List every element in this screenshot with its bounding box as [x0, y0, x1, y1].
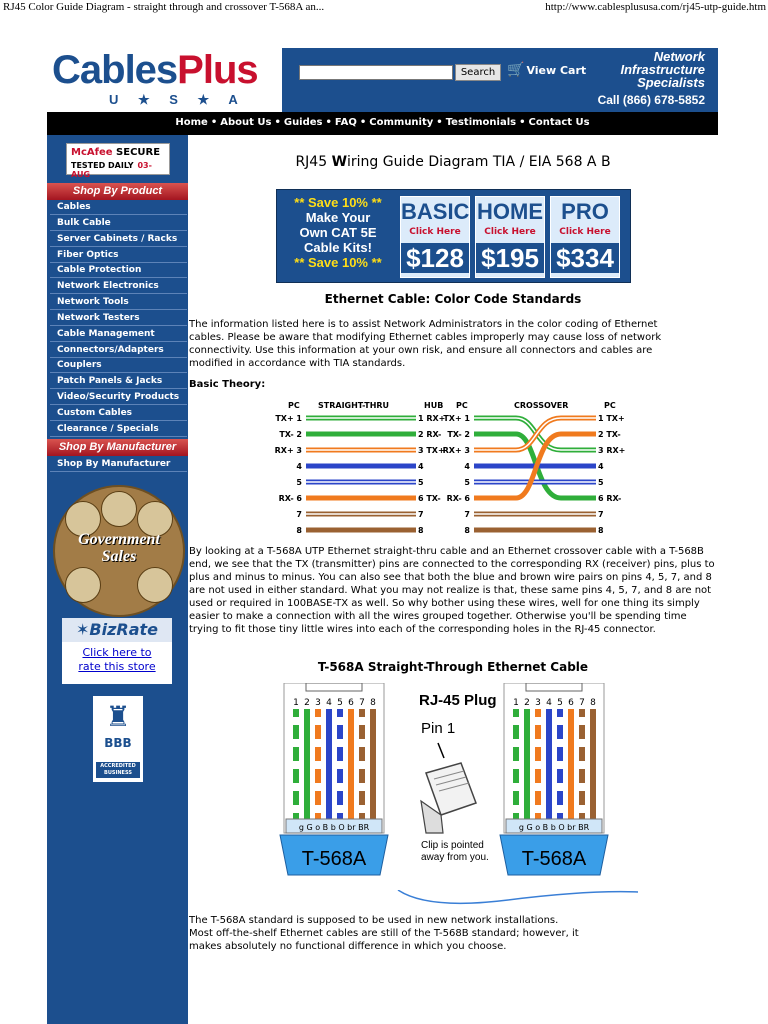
pc-label-2: PC	[456, 401, 468, 410]
wire-stripe	[557, 805, 563, 813]
pin-number: 3	[535, 698, 541, 708]
sidebar-item-patch-panels[interactable]: Patch Panels & Jacks	[50, 374, 187, 389]
sidebar-item-clearance[interactable]: Clearance / Specials	[50, 422, 187, 437]
pc-label-3: PC	[604, 401, 616, 410]
pin-label-hub: 3 TX+	[418, 446, 445, 455]
plug-wire	[326, 709, 332, 821]
wiring-diagram	[266, 398, 636, 538]
wire-stripe	[535, 739, 541, 747]
wire-stripe	[557, 783, 563, 791]
pin-label-left-2: 5	[464, 478, 470, 487]
view-cart-label: View Cart	[526, 64, 587, 77]
logo-usa: U ★ S ★ A	[109, 92, 246, 107]
pin-label-hub: 1 RX+	[418, 414, 446, 423]
sidebar-item-network-electronics[interactable]: Network Electronics	[50, 279, 187, 294]
pin-label-pc: 5	[598, 478, 604, 487]
plug-wire	[524, 709, 530, 821]
search-button[interactable]: Search	[455, 64, 501, 81]
print-title: RJ45 Color Guide Diagram - straight through and crossover T-568A an...	[3, 1, 325, 13]
plug-clip	[306, 683, 362, 691]
pin-label-left-2: 7	[464, 510, 470, 519]
wire-stripe	[535, 783, 541, 791]
nav-home[interactable]: Home	[175, 117, 208, 128]
kit-price: $334	[551, 243, 619, 273]
government-sales-text	[55, 531, 183, 565]
bizrate-box	[62, 618, 172, 684]
pin-label-hub: 8	[418, 526, 424, 535]
kit-home[interactable]	[475, 196, 545, 278]
theory-paragraph: By looking at a T-568A UTP Ethernet straight-thru cable and an Ethernet crossover cable with a T-568B end, we see that the TX (transmitter) pins are connected to the corresponding RX (receiver) pins, plus to plus and minus to minus. You can also see that both the blue and brown wire pairs on pins 4, 5, 7, and 8 are not used in either standard. What you may not realize is that, these same pins 4, 5, 7, and 8 are not used or required in 100BASE-TX as well. So why bother using these wires, well for one thing its simply easier to make a connection with all the wires grouped together. Otherwise you'll be spending time trying to fit those tiny little wires into each of the corresponding holes in the RJ-45 connector.	[189, 546, 715, 635]
shop-by-product-header: Shop By Product	[47, 183, 188, 200]
mcafee-tested	[71, 161, 169, 179]
sidebar-item-cable-management[interactable]: Cable Management	[50, 327, 187, 342]
pin-number: 7	[579, 698, 585, 708]
pin-label-left-2: RX- 6	[446, 494, 470, 503]
rate-link-line-2: rate this store	[78, 660, 156, 673]
sidebar-item-custom-cables[interactable]: Custom Cables	[50, 406, 187, 421]
bizrate-label: BizRate	[89, 620, 158, 639]
main-content	[188, 135, 718, 1024]
plug-wire	[348, 709, 354, 821]
site-header	[47, 40, 718, 112]
mcafee-tested-label: TESTED DAILY	[71, 161, 134, 170]
nav-sep: •	[274, 117, 281, 128]
sidebar-item-couplers[interactable]: Couplers	[50, 358, 187, 373]
wire-stripe	[315, 739, 321, 747]
wire-stripe	[337, 805, 343, 813]
banner-save-1: ** Save 10% **	[294, 195, 382, 210]
pin-label-pc: 7	[598, 510, 604, 519]
wire-stripe	[579, 805, 585, 813]
seal-icon	[101, 491, 137, 527]
wire-stripe	[535, 761, 541, 769]
kit-name: BASIC	[401, 199, 470, 224]
pin-label-left-2: TX+ 1	[443, 414, 470, 423]
sidebar-item-network-tools[interactable]: Network Tools	[50, 295, 187, 310]
t568a-paragraph: The T-568A standard is supposed to be used in new network installations. Most off-the-shelf Ethernet cables are still of the T-568B standard; however, it makes absolutely no functional difference in which you choose.	[189, 915, 579, 952]
wire-stripe	[579, 739, 585, 747]
cable-kits-banner[interactable]	[276, 189, 631, 283]
bizrate-logo[interactable]: ✶BizRate	[62, 618, 172, 642]
wire-stripe	[579, 761, 585, 769]
mcafee-badge[interactable]	[66, 143, 170, 179]
header-panel	[282, 48, 718, 112]
sidebar-item-manufacturer[interactable]: Shop By Manufacturer	[50, 457, 187, 472]
pin-number: 4	[326, 698, 332, 708]
wire-stripe	[359, 783, 365, 791]
wire-stripe	[337, 717, 343, 725]
basic-theory-heading: Basic Theory:	[189, 379, 266, 390]
pin-label-hub: 6 TX-	[418, 494, 441, 503]
wire-stripe	[535, 717, 541, 725]
pin-label-pc: 1 TX+	[598, 414, 625, 423]
wire-stripe	[513, 783, 519, 791]
logo-plus: Plus	[177, 48, 258, 92]
tagline	[620, 50, 705, 89]
kit-price: $195	[476, 243, 544, 273]
sidebar-item-fiber-optics[interactable]: Fiber Optics	[50, 248, 187, 263]
pin-label-left-2: 8	[464, 526, 470, 535]
wire-stripe	[293, 783, 299, 791]
gov-line-2: Sales	[101, 548, 137, 565]
sidebar	[47, 135, 188, 1024]
tagline-line-3: Specialists	[637, 75, 705, 90]
pin-label-left: TX+ 1	[275, 414, 302, 423]
wire-stripe	[359, 761, 365, 769]
sidebar-item-server-cabinets[interactable]: Server Cabinets / Racks	[50, 232, 187, 247]
nav-sep: •	[210, 117, 218, 128]
sidebar-item-cables[interactable]: Cables	[50, 200, 187, 215]
wire-group	[275, 414, 626, 535]
tagline-line-2: Infrastructure	[620, 62, 705, 77]
sidebar-item-network-testers[interactable]: Network Testers	[50, 311, 187, 326]
pin-label-left: 8	[296, 526, 302, 535]
pin-number: 8	[370, 698, 376, 708]
pin-label-pc: 4	[598, 462, 604, 471]
pin-number: 1	[513, 698, 519, 708]
nav-faq[interactable]: FAQ	[334, 117, 357, 128]
nav-sep: •	[436, 117, 443, 128]
nav-sep: •	[359, 117, 367, 128]
title-pre: RJ45	[295, 154, 332, 170]
mcafee-brand: McAfee	[71, 147, 113, 158]
sidebar-item-video-security[interactable]: Video/Security Products	[50, 390, 187, 405]
section-color-code-title: Ethernet Cable: Color Code Standards	[324, 292, 582, 306]
shop-by-manufacturer-header: Shop By Manufacturer	[47, 439, 188, 456]
kit-basic[interactable]	[400, 196, 470, 278]
pin-label-pc: 8	[598, 526, 604, 535]
seal-icon	[137, 567, 173, 603]
crossover-label: CROSSOVER	[514, 401, 569, 410]
rate-store-link[interactable]	[62, 646, 172, 674]
seal-icon	[65, 567, 101, 603]
wire-stripe	[579, 783, 585, 791]
kit-pro[interactable]	[550, 196, 620, 278]
pin-label-hub: 2 RX-	[418, 430, 442, 439]
plug-wire	[568, 709, 574, 821]
pin-label-pc: 2 TX-	[598, 430, 621, 439]
nav-sep: •	[325, 117, 332, 128]
t568a-diagram	[276, 683, 616, 883]
page-title	[188, 154, 718, 170]
nav-testimonials[interactable]: Testimonials	[445, 117, 517, 128]
plug-wire	[304, 709, 310, 821]
cart-icon: 🛒	[507, 62, 525, 78]
bbb-torch-icon: ♜	[105, 700, 131, 733]
wire-stripe	[513, 717, 519, 725]
view-cart-link[interactable]	[507, 62, 586, 78]
wire-stripe	[315, 783, 321, 791]
wire-stripe	[293, 739, 299, 747]
banner-promo	[282, 195, 394, 270]
kit-click: Click Here	[409, 227, 461, 237]
kit-name: HOME	[477, 199, 543, 224]
kit-click: Click Here	[559, 227, 611, 237]
government-sales-badge[interactable]	[53, 485, 185, 617]
pin-label-left: 7	[296, 510, 302, 519]
pin-codes: g G o B b O br BR	[298, 823, 370, 832]
logo-cables: Cables	[52, 48, 178, 92]
pin-codes: g G o B b O br BR	[518, 823, 590, 832]
wire-stripe	[535, 805, 541, 813]
wire-stripe	[337, 761, 343, 769]
t568a-label: T-568A	[521, 848, 587, 870]
mcafee-secure: SECURE	[116, 147, 161, 158]
nav-contact[interactable]: Contact Us	[528, 117, 590, 128]
pin-number: 6	[348, 698, 354, 708]
pin-label-hub: 5	[418, 478, 424, 487]
sidebar-item-connectors[interactable]: Connectors/Adapters	[50, 343, 187, 358]
clip-note-1: Clip is pointed	[421, 840, 484, 851]
intro-paragraph: The information listed here is to assist Network Administrators in the color coding of Ethernet cables. Please be aware that modifying Ethernet cables improperly may cause loss of network connectivity. Use this information at your own risk, and ensure all connectors and cables are modified in accordance with TIA standards.	[189, 319, 662, 369]
plug-wire	[590, 709, 596, 821]
sidebar-item-cable-protection[interactable]: Cable Protection	[50, 263, 187, 278]
bbb-label: BBB	[104, 736, 132, 750]
pin-label-left: RX- 6	[278, 494, 302, 503]
wire-stripe	[293, 761, 299, 769]
nav-community[interactable]: Community	[369, 117, 434, 128]
search-input[interactable]	[299, 65, 453, 80]
t568a-label: T-568A	[301, 848, 367, 870]
pin-label-left-2: RX+ 3	[442, 446, 470, 455]
clip-note-2: away from you.	[421, 852, 489, 863]
print-header	[0, 0, 768, 16]
pin-number: 8	[590, 698, 596, 708]
site-logo[interactable]	[52, 48, 258, 93]
wire-stripe	[293, 805, 299, 813]
wire-stripe	[315, 805, 321, 813]
pin-label-left: 4	[296, 462, 302, 471]
pin-label-pc: 3 RX+	[598, 446, 626, 455]
pin-label-left-2: 4	[464, 462, 470, 471]
pin-number: 3	[315, 698, 321, 708]
wire-stripe	[557, 761, 563, 769]
top-nav	[47, 112, 718, 135]
kit-click: Click Here	[484, 227, 536, 237]
phone-number: Call (866) 678-5852	[597, 93, 705, 107]
wire-stripe	[337, 783, 343, 791]
banner-make-1: Make Your	[305, 210, 371, 225]
straight-label: STRAIGHT-THRU	[318, 401, 390, 410]
pin-label-pc: 6 RX-	[598, 494, 622, 503]
wire-stripe	[315, 761, 321, 769]
mcafee-date: 03-AUG	[71, 161, 152, 179]
banner-save-2: ** Save 10% **	[294, 255, 382, 270]
pin-number: 5	[557, 698, 563, 708]
kit-price: $128	[401, 243, 469, 273]
pin-number: 7	[359, 698, 365, 708]
pin-label-left: TX- 2	[279, 430, 302, 439]
pin-number: 5	[337, 698, 343, 708]
rate-link-line-1: Click here to	[82, 646, 152, 659]
pin-number: 4	[546, 698, 552, 708]
pin-label-hub: 4	[418, 462, 424, 471]
plug-wire	[546, 709, 552, 821]
title-post: iring Guide Diagram TIA / EIA 568 A B	[347, 154, 611, 170]
wire-stripe	[513, 761, 519, 769]
plug-clip	[526, 683, 582, 691]
rj45-connector-icon	[421, 743, 476, 833]
wire-stripe	[359, 739, 365, 747]
nav-sep: •	[519, 117, 526, 128]
pin-number: 1	[293, 698, 299, 708]
bbb-badge[interactable]	[92, 695, 144, 783]
pc-label: PC	[288, 401, 300, 410]
hub-label: HUB	[424, 401, 444, 410]
tagline-line-1: Network	[653, 49, 705, 64]
wire-stripe	[513, 805, 519, 813]
wire-stripe	[337, 739, 343, 747]
rj45-plug-title: RJ-45 Plug	[419, 692, 497, 709]
wire-stripe	[315, 717, 321, 725]
banner-make-3: Cable Kits!	[304, 240, 372, 255]
wire-stripe	[513, 739, 519, 747]
plug-wire	[370, 709, 376, 821]
bbb-sub-2: BUSINESS	[104, 770, 132, 776]
wire-stripe	[557, 717, 563, 725]
section-t568a-title: T-568A Straight-Through Ethernet Cable	[317, 660, 589, 674]
sidebar-item-bulk-cable[interactable]: Bulk Cable	[50, 216, 187, 231]
wire-stripe	[293, 717, 299, 725]
pin-number: 2	[524, 698, 530, 708]
pin-label-hub: 7	[418, 510, 424, 519]
nav-about[interactable]: About Us	[220, 117, 272, 128]
print-url: http://www.cablesplususa.com/rj45-utp-guide.htm	[545, 1, 766, 13]
bbb-accredited	[96, 762, 140, 778]
cable-link	[388, 890, 648, 914]
wire-stripe	[557, 739, 563, 747]
gov-line-1: Government	[78, 531, 160, 548]
pin-label-left: RX+ 3	[274, 446, 302, 455]
pin-number: 6	[568, 698, 574, 708]
nav-guides[interactable]: Guides	[283, 117, 323, 128]
wire-stripe	[359, 805, 365, 813]
pin-label-left-2: TX- 2	[447, 430, 470, 439]
bbb-sub-1: ACCREDITED	[100, 763, 136, 769]
title-bold: W	[331, 154, 348, 170]
wire-stripe	[359, 717, 365, 725]
mcafee-title	[71, 147, 160, 158]
pin-number: 2	[304, 698, 310, 708]
pin-label-left: 5	[296, 478, 302, 487]
wire-stripe	[579, 717, 585, 725]
pin1-label: Pin 1	[421, 720, 456, 737]
banner-make-2: Own CAT 5E	[299, 225, 377, 240]
kit-name: PRO	[561, 199, 609, 224]
